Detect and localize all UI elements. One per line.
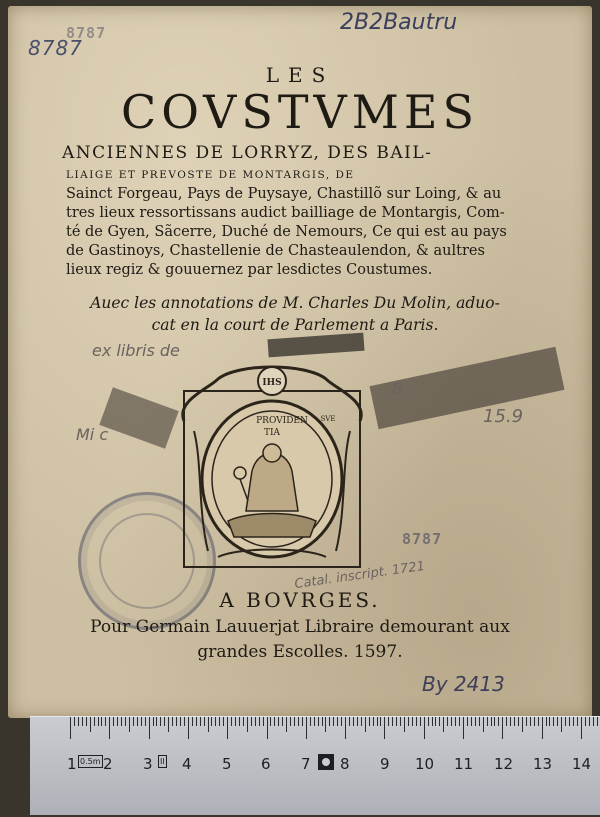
ruler-tick [274, 717, 275, 726]
ruler-tick [506, 717, 507, 726]
measuring-ruler [30, 716, 600, 815]
ruler-tick [251, 717, 252, 726]
ruler-tick [357, 717, 358, 726]
ruler-tick [310, 717, 311, 726]
title-body-line: té de Gyen, Sãcerre, Duché de Nemours, Ce qui est au pays [66, 224, 507, 240]
handwritten-ex-libris: ex libris de [92, 341, 180, 360]
ruler-tick [270, 717, 271, 726]
ruler-tick [282, 717, 283, 726]
emblem-motto: TIA [263, 428, 281, 438]
ruler-tick [200, 717, 201, 726]
ruler-tick [227, 717, 228, 739]
title-body-line: Sainct Forgeau, Pays de Puysaye, Chastillõ sur Loing, & au [66, 186, 502, 202]
ruler-tick [156, 717, 157, 726]
ruler-tick [105, 717, 106, 726]
ruler-tick [538, 717, 539, 726]
ruler-number: 10 [415, 755, 435, 773]
ruler-tick [502, 717, 503, 739]
ruler-tick [239, 717, 240, 726]
ruler-tick [219, 717, 220, 726]
annotation-line-1: Auec les annotations de M. Charles Du Molin, aduo- [90, 294, 500, 312]
ruler-tick [74, 717, 75, 726]
ruler-tick [247, 717, 248, 732]
ruler-tick [86, 717, 87, 726]
ruler-number: 3 [143, 755, 153, 773]
ruler-tick [223, 717, 224, 726]
ruler-tick [447, 717, 448, 726]
ruler-tick [542, 717, 543, 739]
ruler-tick [581, 717, 582, 739]
ruler-tick [518, 717, 519, 726]
ruler-tick [149, 717, 150, 739]
ruler-tick [101, 717, 102, 726]
ruler-tick [145, 717, 146, 726]
ruler-tick [483, 717, 484, 732]
ruler-tick [180, 717, 181, 726]
ruler-tick [589, 717, 590, 726]
handwritten-shelfmark-bottom: By 2413 [422, 672, 505, 696]
ruler-tick [475, 717, 476, 726]
ruler-tick [204, 717, 205, 726]
ruler-number: 2 [103, 755, 113, 773]
ruler-tick [408, 717, 409, 726]
ruler-tick [424, 717, 425, 739]
ruler-badge: 0.5m [80, 757, 101, 766]
ruler-tick [133, 717, 134, 726]
ruler-tick [365, 717, 366, 732]
ruler-tick [153, 717, 154, 726]
stamped-number-top: 8787 [66, 24, 107, 42]
ruler-number: 5 [222, 755, 232, 773]
ruler-tick [420, 717, 421, 726]
ruler-tick [432, 717, 433, 726]
ruler-tick [526, 717, 527, 726]
ruler-tick [459, 717, 460, 726]
ruler-tick [353, 717, 354, 726]
ruler-tick [573, 717, 574, 726]
ruler-tick [329, 717, 330, 726]
ruler-tick [345, 717, 346, 739]
ruler-number: 9 [380, 755, 390, 773]
ruler-tick [361, 717, 362, 726]
ruler-tick [215, 717, 216, 726]
ruler-tick [113, 717, 114, 726]
ruler-tick [290, 717, 291, 726]
ruler-tick [322, 717, 323, 726]
ruler-tick [125, 717, 126, 726]
ruler-tick [117, 717, 118, 726]
ruler-number: 7 [301, 755, 311, 773]
ruler-tick [534, 717, 535, 726]
title-les: LES [265, 63, 335, 87]
ruler-tick [549, 717, 550, 726]
ruler-tick [380, 717, 381, 726]
ruler-tick [188, 717, 189, 739]
ruler-tick [435, 717, 436, 726]
handwritten-catalog-note: Catal. inscript. 1721 [293, 558, 426, 593]
ruler-tick [487, 717, 488, 726]
ruler-number: 4 [182, 755, 192, 773]
ruler-tick [597, 717, 598, 726]
ruler-tick [243, 717, 244, 726]
ruler-tick [530, 717, 531, 726]
ruler-number: 12 [494, 755, 514, 773]
title-line-2: LIAIGE ET PREVOSTE DE MONTARGIS, DE [66, 169, 355, 181]
ruler-tick [160, 717, 161, 726]
ruler-target-icon [318, 754, 334, 770]
ruler-tick [298, 717, 299, 726]
printers-device [178, 361, 366, 575]
ruler-tick [184, 717, 185, 726]
ruler-tick [565, 717, 566, 726]
ruler-tick [263, 717, 264, 726]
handwritten-shelfmark-top-left: 8787 [28, 36, 83, 60]
ruler-tick [471, 717, 472, 726]
ruler-tick [396, 717, 397, 726]
ruler-tick [577, 717, 578, 726]
ruler-tick [255, 717, 256, 726]
ruler-tick [373, 717, 374, 726]
ruler-tick [121, 717, 122, 726]
emblem-motto: SVE [320, 415, 336, 423]
imprint-line-2: grandes Escolles. 1597. [197, 642, 403, 662]
ruler-tick [137, 717, 138, 726]
ruler-tick [325, 717, 326, 732]
annotation-line-2: cat en la court de Parlement a Paris. [151, 316, 439, 334]
ruler-number: 13 [533, 755, 553, 773]
ruler-tick [90, 717, 91, 732]
ruler-tick [522, 717, 523, 732]
ruler-tick [294, 717, 295, 726]
title-main: COVSTVMES [121, 85, 479, 139]
ruler-badge: II [160, 757, 165, 766]
ruler-number: 8 [340, 755, 350, 773]
ruler-tick [514, 717, 515, 726]
title-body-line: tres lieux ressortissans audict bailliage de Montargis, Com- [66, 205, 505, 221]
title-body [66, 166, 536, 280]
handwritten-mark: 15.9 [483, 406, 524, 427]
ruler-tick [231, 717, 232, 726]
ruler-tick [400, 717, 401, 726]
ruler-tick [78, 717, 79, 726]
ruler-tick [286, 717, 287, 732]
ruler-tick [98, 717, 99, 726]
title-body-line: de Gastinoys, Chastellenie de Chasteaulendon, & aultres [66, 243, 485, 259]
ruler-tick [377, 717, 378, 726]
ruler-tick [259, 717, 260, 726]
ruler-tick [593, 717, 594, 726]
ruler-number: 1 [67, 755, 77, 773]
ruler-tick [176, 717, 177, 726]
ruler-tick [141, 717, 142, 726]
ruler-tick [70, 717, 71, 739]
ruler-tick [412, 717, 413, 726]
ruler-number: 11 [454, 755, 474, 773]
ruler-tick [455, 717, 456, 726]
ruler-tick [109, 717, 110, 739]
title-line-1: ANCIENNES DE LORRYZ, DES BAIL- [62, 143, 433, 163]
ruler-tick [278, 717, 279, 726]
ruler-tick [479, 717, 480, 726]
ruler-tick [392, 717, 393, 726]
ruler-tick [129, 717, 130, 732]
annotation-statement [70, 292, 520, 336]
ruler-tick [404, 717, 405, 732]
ruler-number: 14 [572, 755, 592, 773]
ruler-tick [463, 717, 464, 739]
ruler-tick [314, 717, 315, 726]
ruler-tick [451, 717, 452, 726]
ruler-tick [557, 717, 558, 726]
ruler-tick [369, 717, 370, 726]
ruler-tick [82, 717, 83, 726]
ruler-tick [494, 717, 495, 726]
ruler-tick [491, 717, 492, 726]
ruler-tick [192, 717, 193, 726]
stamped-number-middle: 8787 [402, 530, 443, 548]
ruler-tick [196, 717, 197, 726]
ruler-tick [384, 717, 385, 739]
handwritten-shelfmark-top-right: 2B2Bautru [340, 10, 458, 35]
ruler-tick [498, 717, 499, 726]
ruler-number: 6 [261, 755, 271, 773]
ruler-tick [569, 717, 570, 726]
ruler-tick [94, 717, 95, 726]
ruler-tick [267, 717, 268, 739]
handwritten-mark: Mi c [76, 425, 109, 444]
ruler-tick [164, 717, 165, 726]
emblem-ihs-text: IHS [262, 378, 282, 388]
printers-device-illustration [178, 361, 366, 575]
ruler-tick [553, 717, 554, 726]
ruler-tick [439, 717, 440, 726]
ruler-tick [467, 717, 468, 726]
ruler-tick [333, 717, 334, 726]
ruler-tick [510, 717, 511, 726]
ruler-tick [349, 717, 350, 726]
ruler-tick [388, 717, 389, 726]
ruler-tick [546, 717, 547, 726]
ruler-tick [561, 717, 562, 732]
ruler-tick [443, 717, 444, 732]
ruler-tick [208, 717, 209, 732]
ruler-tick [168, 717, 169, 732]
ruler-tick [211, 717, 212, 726]
ruler-tick [172, 717, 173, 726]
title-body-line: lieux regiz & gouuernez par lesdictes Coustumes. [66, 262, 433, 278]
ruler-tick [585, 717, 586, 726]
ruler-tick [306, 717, 307, 739]
ruler-tick [318, 717, 319, 726]
ruler-tick [337, 717, 338, 726]
emblem-motto: PROVIDEN [256, 416, 308, 426]
imprint-place: A BOVRGES. [219, 588, 381, 612]
ruler-tick [416, 717, 417, 726]
ruler-tick [235, 717, 236, 726]
imprint-line-1: Pour Germain Lauuerjat Libraire demourant aux [90, 617, 510, 637]
ruler-tick [428, 717, 429, 726]
ruler-tick [341, 717, 342, 726]
ruler-tick [302, 717, 303, 726]
handwritten-mark: 8. [392, 379, 408, 398]
